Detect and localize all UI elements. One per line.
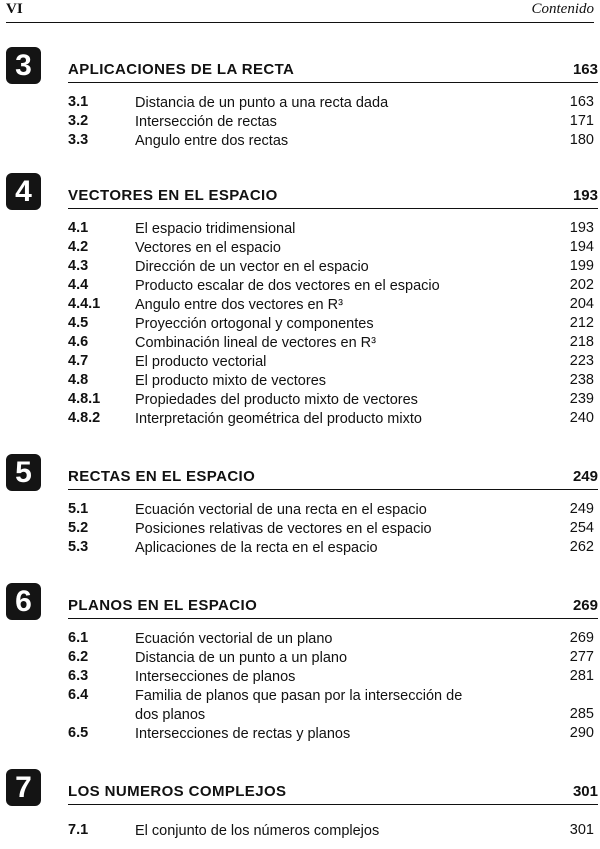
toc-entry[interactable]: [0, 277, 600, 296]
entry-title: Vectores en el espacio: [135, 240, 281, 256]
toc-entry[interactable]: [0, 668, 600, 687]
toc-entry[interactable]: [0, 220, 600, 239]
entry-number: 6.5: [68, 725, 89, 741]
entry-page: 199: [569, 258, 594, 274]
entry-title: Intersecciones de rectas y planos: [135, 726, 351, 742]
toc-entry[interactable]: [0, 391, 600, 410]
entry-title: El producto mixto de vectores: [135, 373, 327, 389]
toc-entry[interactable]: [0, 296, 600, 315]
chapter-heading[interactable]: [68, 468, 598, 490]
entry-list: [0, 630, 600, 744]
entry-page: 249: [569, 501, 594, 517]
entry-title: Combinación lineal de vectores en R³: [135, 335, 376, 351]
entry-number: 4.3: [68, 258, 89, 274]
toc-entry[interactable]: [0, 132, 600, 151]
chapter-title: LOS NUMEROS COMPLEJOS: [68, 783, 287, 800]
entry-page: 171: [569, 113, 594, 129]
chapter-heading[interactable]: [68, 783, 598, 805]
entry-number: 4.5: [68, 315, 89, 331]
entry-number: 3.1: [68, 94, 89, 110]
toc-entry[interactable]: [0, 94, 600, 113]
entry-page: 285: [569, 706, 594, 722]
toc-entry[interactable]: [0, 649, 600, 668]
toc-entry[interactable]: [0, 113, 600, 132]
entry-number: 3.3: [68, 132, 89, 148]
entry-number: 6.3: [68, 668, 89, 684]
entry-page: 212: [569, 315, 594, 331]
entry-title: Familia de planos que pasan por la intersección de dos planos: [135, 688, 463, 723]
toc-entry[interactable]: [0, 630, 600, 649]
entry-title: Intersección de rectas: [135, 114, 277, 130]
entry-title: El conjunto de los números complejos: [135, 823, 380, 839]
toc-entry[interactable]: [0, 539, 600, 558]
entry-number: 6.2: [68, 649, 89, 665]
entry-title: Ecuación vectorial de un plano: [135, 631, 333, 647]
entry-page: 290: [569, 725, 594, 741]
entry-number: 5.1: [68, 501, 89, 517]
toc-entry[interactable]: [0, 410, 600, 429]
entry-list: [0, 822, 600, 841]
entry-number: 4.8.1: [68, 391, 101, 407]
entry-number: 5.3: [68, 539, 89, 555]
entry-title: Dirección de un vector en el espacio: [135, 259, 369, 275]
entry-page: 180: [569, 132, 594, 148]
toc-entry[interactable]: [0, 520, 600, 539]
chapter-title: PLANOS EN EL ESPACIO: [68, 597, 258, 614]
chapter-heading[interactable]: [68, 61, 598, 83]
entry-title: Distancia de un punto a una recta dada: [135, 95, 389, 111]
entry-page: 240: [569, 410, 594, 426]
entry-page: 193: [569, 220, 594, 236]
chapter-page: 249: [572, 468, 598, 485]
toc-entry[interactable]: [0, 353, 600, 372]
entry-page: 238: [569, 372, 594, 388]
entry-page: 254: [569, 520, 594, 536]
entry-title: Producto escalar de dos vectores en el espacio: [135, 278, 440, 294]
entry-title: Propiedades del producto mixto de vectores: [135, 392, 418, 408]
entry-title: Distancia de un punto a un plano: [135, 650, 348, 666]
entry-page: 202: [569, 277, 594, 293]
entry-number: 4.8.2: [68, 410, 101, 426]
entry-number: 3.2: [68, 113, 89, 129]
running-title: Contenido: [531, 1, 594, 17]
entry-number: 4.4: [68, 277, 89, 293]
entry-page: 163: [569, 94, 594, 110]
chapter-title: VECTORES EN EL ESPACIO: [68, 187, 278, 204]
toc-entry[interactable]: [0, 315, 600, 334]
entry-number: 6.1: [68, 630, 89, 646]
chapter-page: 269: [572, 597, 598, 614]
entry-page: 277: [569, 649, 594, 665]
toc-entry[interactable]: [0, 501, 600, 520]
entry-number: 4.6: [68, 334, 89, 350]
chapter-number-badge: 5: [6, 454, 41, 491]
chapter-heading[interactable]: [68, 597, 598, 619]
entry-list: [0, 501, 600, 558]
entry-page: 194: [569, 239, 594, 255]
page-number-roman: VI: [6, 1, 23, 17]
chapter-title: RECTAS EN EL ESPACIO: [68, 468, 256, 485]
toc-entry[interactable]: [0, 239, 600, 258]
toc-entry[interactable]: [0, 372, 600, 391]
entry-number: 5.2: [68, 520, 89, 536]
toc-entry[interactable]: [0, 687, 600, 725]
chapter-heading[interactable]: [68, 187, 598, 209]
entry-page: 269: [569, 630, 594, 646]
entry-number: 4.8: [68, 372, 89, 388]
entry-title: Aplicaciones de la recta en el espacio: [135, 540, 378, 556]
entry-page: 218: [569, 334, 594, 350]
entry-page: 262: [569, 539, 594, 555]
entry-title: Posiciones relativas de vectores en el espacio: [135, 521, 432, 537]
toc-entry[interactable]: [0, 334, 600, 353]
chapter-title: APLICACIONES DE LA RECTA: [68, 61, 295, 78]
chapter-page: 301: [572, 783, 598, 800]
toc-entry[interactable]: [0, 725, 600, 744]
entry-title: Proyección ortogonal y componentes: [135, 316, 374, 332]
entry-number: 4.7: [68, 353, 89, 369]
page-header: [6, 0, 594, 23]
chapter-number-badge: 3: [6, 47, 41, 84]
entry-page: 204: [569, 296, 594, 312]
chapter-number-badge: 4: [6, 173, 41, 210]
toc-entry[interactable]: [0, 258, 600, 277]
chapter-number-badge: 6: [6, 583, 41, 620]
entry-page: 239: [569, 391, 594, 407]
chapter-page: 193: [572, 187, 598, 204]
chapter-page: 163: [572, 61, 598, 78]
entry-list: [0, 94, 600, 151]
entry-title: Interpretación geométrica del producto mixto: [135, 411, 422, 427]
entry-number: 6.4: [68, 687, 89, 703]
entry-title: Angulo entre dos rectas: [135, 133, 289, 149]
toc-entry[interactable]: [0, 822, 600, 841]
entry-number: 7.1: [68, 822, 89, 838]
entry-page: 223: [569, 353, 594, 369]
entry-number: 4.1: [68, 220, 89, 236]
entry-number: 4.2: [68, 239, 89, 255]
entry-page: 301: [569, 822, 594, 838]
entry-title: Angulo entre dos vectores en R³: [135, 297, 343, 313]
entry-title: Ecuación vectorial de una recta en el espacio: [135, 502, 427, 518]
entry-title: Intersecciones de planos: [135, 669, 296, 685]
entry-number: 4.4.1: [68, 296, 101, 312]
entry-page: 281: [569, 668, 594, 684]
entry-list: [0, 220, 600, 429]
entry-title: El espacio tridimensional: [135, 221, 296, 237]
chapter-number-badge: 7: [6, 769, 41, 806]
entry-title: El producto vectorial: [135, 354, 267, 370]
